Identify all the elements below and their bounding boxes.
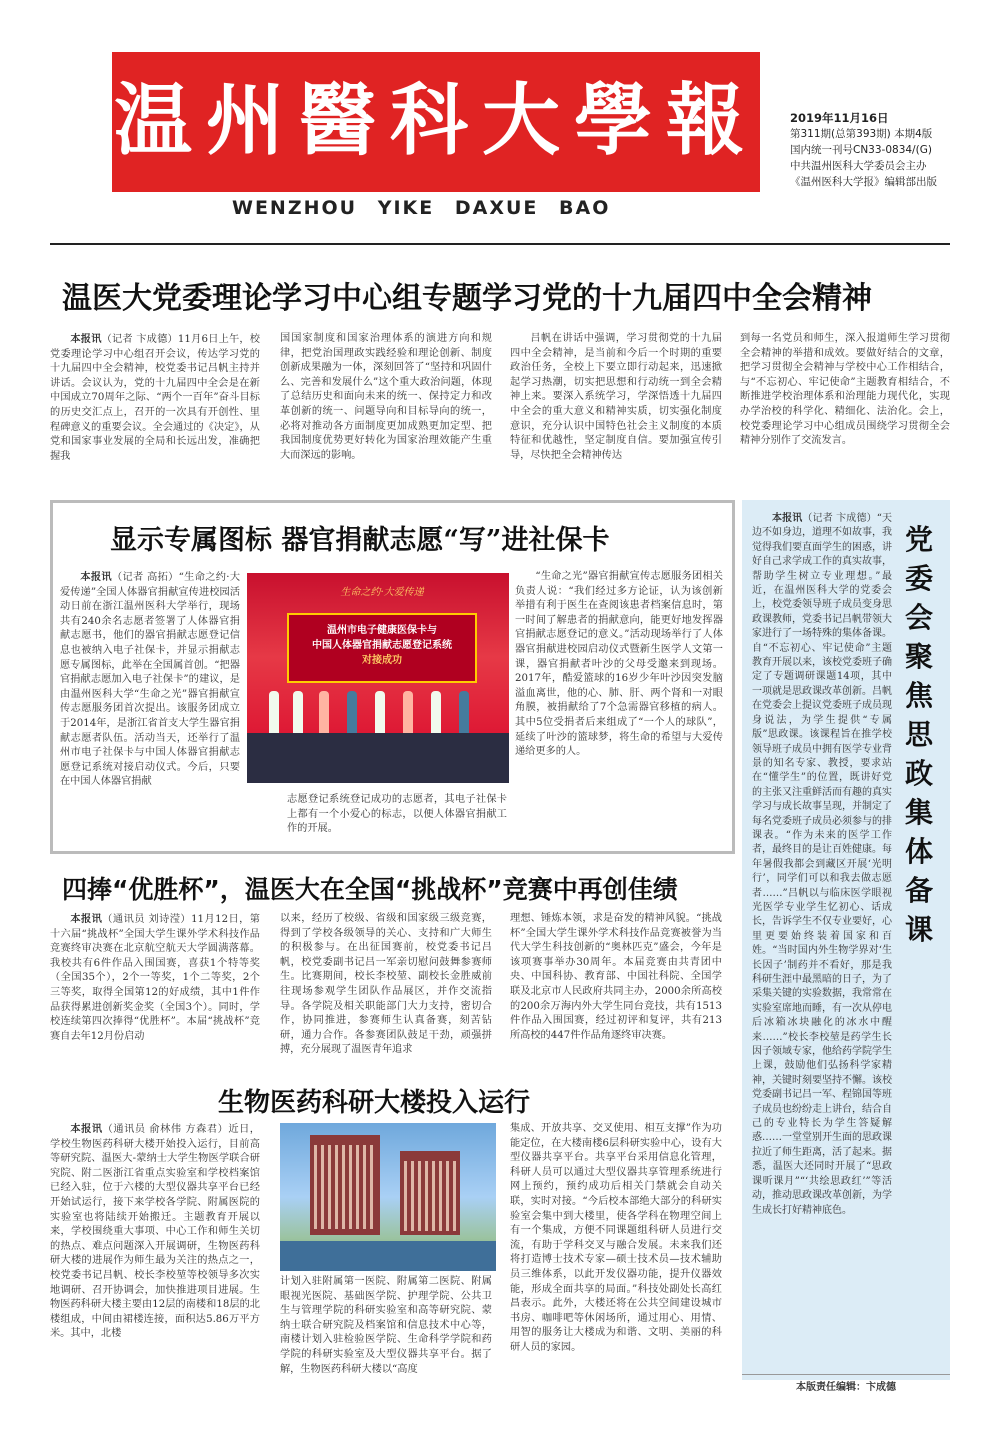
article4-col3-text: 集成、开放共享、交叉使用、相互支撑”作为功能定位，在大楼南楼6层科研实验中心，设有大型仪器共享平台。共享平台采用信息化管理，科研人员可以通过大型仪器共享管理系统进行网上预约，预约成功后相关门禁就会自动关联，实时对接。“今后校本部绝大部分的科研实验室会集中到大楼里，使各学科在物理空间上有一个集成，方便不同课题组科研人员进行交流，有助于学科交叉与融合发展。未来我们还将打造博士技术专家—硕士技术员—技术辅助员三维体系，以此开发仪器功能，提升仪器效能，形成全面共享的局面。”科技处副处长高红昌表示。此外，大楼还将在公共空间建设城市书房、咖啡吧等休闲场所，通过用心、用情、用智的服务让大楼成为和谐、文明、美丽的科研人员的家园。 bbox=[510, 1123, 722, 1353]
article2-col3 bbox=[515, 570, 723, 842]
article1-headline: 温医大党委理论学习中心组专题学习党的十九届四中全会精神 bbox=[62, 281, 872, 316]
person bbox=[347, 691, 357, 733]
issue-cn: 国内统一刊号CN33-0834/(G) bbox=[790, 144, 932, 156]
person bbox=[269, 691, 279, 733]
article3-reporter: （通讯员 刘诗滢） bbox=[102, 914, 192, 925]
article1-reporter: （记者 卞成德） bbox=[101, 334, 178, 345]
article1-col4-text: 到每一名党员和师生，深入报道师生学习贯彻全会精神的举措和成效。要做好结合的文章，把学习贯彻全会精神与学校中心工作相结合，与“不忘初心、牢记使命”主题教育相结合，不断推进学校治理体系和治理能力现代化，实现办学治校的科学化、精细化、法治化。会上，校党委理论学习中心组成员围绕学习贯彻全会精神分别作了交流发言。 bbox=[740, 333, 950, 447]
article2-photo bbox=[247, 573, 509, 783]
issue-number: 第311期(总第393期) 本期4版 bbox=[790, 128, 933, 140]
building-lake bbox=[280, 1241, 496, 1271]
article2-col2-text: 志愿登记系统登记成功的志愿者，其电子社保卡上都有一个小爱心的标志，以便人体器官捐献工作的开展。 bbox=[287, 794, 507, 835]
photo-screen bbox=[287, 613, 477, 683]
masthead-rule bbox=[50, 243, 950, 245]
article4-col1-text: 近日，学校生物医药科研大楼开始投入运行，目前高等研究院、温医大-蒙纳士大学生物医学联合研究院、附二医浙江省重点实验室和学校档案馆已经入驻，位于六楼的大型仪器共享平台已经开始试运行，接下来学校各学院、附属医院的实验室也将陆续开始搬迁。主题教育开展以来，学校围绕重大事项、中心工作和师生关切的热点、难点问题深入开展调研，生物医药科研大楼的进展作为师生最为关注的热点之一，校党委书记吕帆、校长李校堃等校领导多次实地调研、召开协调会，加快推进项目进展。生物医药科研大楼主要由12层的南楼和18层的北楼组成，中间由裙楼连接，面积达5.86万平方米。其中，北楼 bbox=[50, 1124, 260, 1340]
person bbox=[319, 691, 329, 733]
building-windows bbox=[314, 1145, 376, 1229]
building-windows bbox=[404, 1161, 456, 1231]
sidebar-col bbox=[752, 512, 892, 1372]
masthead bbox=[112, 52, 760, 192]
article4-reporter: （通讯员 俞林伟 方森君） bbox=[102, 1124, 229, 1135]
article4-byline: 本报讯 bbox=[70, 1123, 103, 1135]
article3-col3-text: 理想、锤炼本领，求是奋发的精神风貌。“挑战杯”全国大学生课外学术科技作品竞赛被誉为当代大学生科技创新的“奥林匹克”盛会，今年是该项赛事举办30周年。本届竞赛由共青团中央、中国科协、教育部、中国社科院、全国学联及北京市人民政府共同主办，2000余所高校的200余万海内外大学生同台竞技，共有1513件作品入围国赛，经过初评和复评，共有213所高校的447件作品角逐终审决赛。 bbox=[510, 913, 722, 1041]
article3-headline: 四捧“优胜杯”，温医大在全国“挑战杯”竞赛中再创佳绩 bbox=[62, 875, 678, 904]
person bbox=[293, 691, 303, 733]
article2-byline: 本报讯 bbox=[80, 571, 112, 583]
person bbox=[459, 691, 469, 733]
photo-banner: 生命之约·大爱传递 bbox=[340, 587, 424, 598]
photo-stage-floor bbox=[247, 733, 509, 783]
article4-photo bbox=[280, 1123, 496, 1271]
article1-col3 bbox=[510, 332, 722, 487]
article2-col1-text: “生命之约·大爱传递”全国人体器官捐献宣传进校园活动日前在浙江温州医科大学举行，现场共有240余名志愿者签署了人体器官捐献志愿书，他们的器官捐献志愿登记信息也被纳入电子社保卡，并显示捐献志愿专属图标，此举在全国属首创。“把器官捐献志愿加入电子社保卡”的建议，是由温州医科大学“生命之光”器官捐献宣传志愿服务团首次提出。该服务团成立于2014年，是浙江省首支大学生器官捐献志愿者队伍。活动当天，还举行了温州市电子社保卡与中国人体器官捐献志愿登记系统对接启动仪式。今后，只要在中国人体器官捐献 bbox=[60, 572, 240, 788]
issue-info bbox=[790, 110, 937, 190]
article3-col1-text: 11月12日，第十六届“挑战杯”全国大学生课外学术科技作品竞赛终审决赛在北京航空航天大学圆满落幕。我校共有6件作品入围国赛，喜获1个特等奖（全国35个），2个一等奖，1个二等奖，2个三等奖，取得全国第12的好成绩，其中1件作品获得累进创新奖金奖（全国3个）。同时，学校连续第四次捧得“优胜杯”。本届“挑战杯”竞赛自去年12月份启动 bbox=[50, 914, 260, 1042]
photo-screen-line2: 中国人体器官捐献志愿登记系统 bbox=[312, 640, 452, 651]
article2-col2 bbox=[287, 793, 507, 843]
person bbox=[403, 691, 413, 733]
article2-reporter: （记者 高拓） bbox=[111, 572, 179, 583]
sidebar-byline: 本报讯 bbox=[772, 513, 803, 524]
photo-screen-line3: 对接成功 bbox=[362, 655, 402, 666]
article2-col3-text: “生命之光”器官捐献宣传志愿服务团相关负责人说：“我们经过多方论证，认为该创新举措有利于医生在查阅该患者档案信息时，第一时间了解患者的捐献意向，能更好地发挥器官捐献志愿登记的意义。”活动现场举行了人体器官捐献进校园启动仪式暨新生医学人文第一课，器官捐献者叶沙的父母受邀来到现场。2017年，酷爱篮球的16岁少年叶沙因突发脑溢血离世，他的心、肺、肝、两个肾和一对眼角膜，被捐献给了7个急需器官移植的病人。其中5位受捐者后来组成了“一个人的球队”，延续了叶沙的篮球梦，将生命的希望与大爱传递给更多的人。 bbox=[515, 571, 723, 758]
article2-col1 bbox=[60, 570, 240, 840]
issue-sponsor: 中共温州医科大学委员会主办 bbox=[790, 160, 927, 172]
sidebar-title: 党委会聚焦思政集体备课 bbox=[904, 523, 933, 946]
article1-col4 bbox=[740, 332, 950, 487]
article3-col2-text: 以来，经历了校级、省级和国家级三级竞赛，得到了学校各级领导的关心、支持和广大师生的积极参与。在出征国赛前，校党委书记吕帆，校党委副书记吕一军亲切慰问鼓舞参赛师生。比赛期间，校长李校堃、副校长金胜威前往现场参观学生团队作品展区，并作交流指导。各学院及相关职能部门大力支持，密切合作，协同推进，参赛师生认真备赛，刻苦钻研，通力合作。各参赛团队鼓足干劲，顽强拼搏，充分展现了温医青年追求 bbox=[280, 913, 492, 1056]
article3-col3 bbox=[510, 912, 722, 1064]
article4-col2-text: 计划入驻附属第一医院、附属第二医院、附属眼视光医院、基础医学院、护理学院、公共卫生与管理学院的科研实验室和高等研究院、蒙纳士联合研究院及档案馆和信息技术中心等，南楼计划入驻检验医学院、生命科学学院和药学院的科研实验室及大型仪器共享平台。据了解，生物医药科研大楼以“高度 bbox=[280, 1276, 492, 1375]
article1-byline: 本报讯 bbox=[70, 333, 102, 345]
article3-col1 bbox=[50, 912, 260, 1064]
person bbox=[431, 691, 441, 733]
article3-col2 bbox=[280, 912, 492, 1064]
article1-col3-text: 吕帆在讲话中强调，学习贯彻党的十九届四中全会精神，是当前和今后一个时期的重要政治任务，全校上下要立即行动起来，迅速掀起学习热潮，切实把思想和行动统一到全会精神上来。要深入系统学习，学深悟透十九届四中全会的重大意义和精神实质，切实强化制度意识，充分认识中国特色社会主义制度的本质特征和优越性，坚定制度自信。要加强宣传引导，尽快把全会精神传达 bbox=[510, 333, 722, 461]
photo-screen-line1: 温州市电子健康医保卡与 bbox=[327, 625, 437, 636]
article4-col3 bbox=[510, 1122, 722, 1394]
article1-col2 bbox=[280, 332, 492, 487]
article2-headline: 显示专属图标 器官捐献志愿“写”进社保卡 bbox=[110, 525, 610, 556]
article1-col1 bbox=[50, 332, 260, 487]
sidebar-reporter: （记者 卞成德） bbox=[802, 513, 877, 524]
masthead-title: 温州醫科大學報 bbox=[113, 75, 758, 166]
article4-headline: 生物医药科研大楼投入运行 bbox=[218, 1088, 531, 1118]
masthead-pinyin: WENZHOU YIKE DAXUE BAO bbox=[232, 197, 611, 219]
article4-col2 bbox=[280, 1275, 492, 1393]
article1-col1-text: 11月6日上午，校党委理论学习中心组召开会议，传达学习党的十九届四中全会精神，校党委书记吕帆主持并讲话。会议认为，党的十九届四中全会是在新中国成立70周年之际、“两个一百年”奋斗目标的历史交汇点上，召开的一次具有开创性、里程碑意义的重要会议。全会通过的《决定》，从党和国家事业发展的全局和长远出发，准确把握我 bbox=[50, 334, 260, 462]
sidebar-text: “天边不如身边，道理不如故事，我觉得我们要直面学生的困惑，讲好自己求学成工作的真实故事，帮助学生树立专业理想。”最近，在温州医科大学的党委会上，校党委领导班子成员变身思政课教师，党委书记吕帆带领大家进行了一场特殊的集体备课。自“不忘初心、牢记使命”主题教育开展以来，该校党委班子确定了专题调研课题14项，其中一项就是思政课改革创新。吕帆在党委会上提议党委班子成员现身说法，为学生提供“专属版”思政课。该课程旨在推学校领导班子成员中拥有医学专业背景的知名专家、教授，要求站在“懂学生”的位置，既讲好党的主张又注重鲜活而有趣的真实学习与成长故事呈现，并制定了每名党委班子成员必须参与的排课表。“作为未来的医学工作者，最终目的是让百姓健康。每年暑假我都会到藏区开展‘光明行’，同学们可以和我去做志愿者……”吕帆以与临床医学眼视光医学专业学生忆初心、话成长，告诉学生不仅专业要好，心里更要始终装着国家和百姓。“当时国内外生物学界对‘生长因子’制药并不看好，那是我科研生涯中最黑暗的日子，为了采集关键的实验数据，我常常在实验室席地而睡，有一次从停电后冰箱冰块融化的冰水中醒来……”校长李校堃是药学生长因子领域专家，他给药学院学生上课，鼓励他们弘扬科学家精神，关键时刻要坚持不懈。该校党委副书记吕一军、程锦国等班子成员也纷纷走上讲台，结合自己的专业特长为学生答疑解惑……一堂堂别开生面的思政课拉近了师生距离，活了起来。据悉，温医大还同时开展了“思政课听课月”“‘共绘思政红’”等活动，推动思政课改革创新，为学生成长打好精神底色。 bbox=[752, 513, 892, 1216]
issue-publisher: 《温州医科大学报》编辑部出版 bbox=[790, 176, 937, 188]
article4-col1 bbox=[50, 1122, 260, 1394]
article3-byline: 本报讯 bbox=[70, 913, 103, 925]
issue-date: 2019年11月16日 bbox=[790, 111, 889, 125]
person bbox=[375, 691, 385, 733]
article1-col2-text: 国国家制度和国家治理体系的演进方向和规律，把党治国理政实践经验和理论创新、制度创新成果融为一体，深刻回答了“坚持和巩固什么、完善和发展什么”这个重大政治问题，体现了总结历史和面向未来的统一、保持定力和改革创新的统一、问题导向和目标导向的统一，必将对推动各方面制度更加成熟更加定型、把我国制度优势更好转化为国家治理效能产生重大而深远的影响。 bbox=[280, 333, 492, 461]
page-editor: 本版责任编辑：卞成德 bbox=[742, 1374, 950, 1393]
